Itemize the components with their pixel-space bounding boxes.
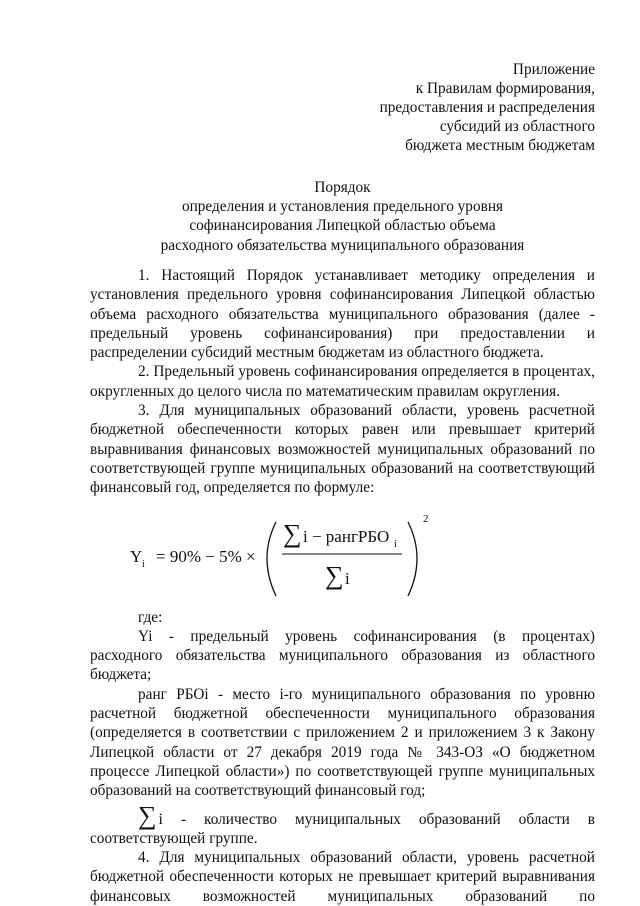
title-line: софинансирования Липецкой областью объема — [189, 217, 496, 235]
formula-block — [90, 498, 595, 608]
formula-svg — [130, 500, 450, 608]
formula-lhs: Y — [130, 546, 143, 566]
paragraph-1: 1. Настоящий Порядок устанавливает методику определения и установления предельного уровня софинансирования Липецкой областью объема расходного обязательства муниципального образования (далее - предельный уровень софинансирования) при предоставлении и распределении субсидий местным бюджетам из областного бюджета. — [90, 267, 595, 362]
appendix-line: предоставления и распределения — [379, 99, 595, 116]
denominator-text: i — [345, 568, 350, 588]
title-line: Порядок — [314, 179, 371, 196]
sum-index: i — [158, 810, 163, 828]
where-label: где: — [138, 608, 163, 626]
appendix-line: к Правилам формирования, — [415, 80, 595, 97]
paragraph-2: 2. Предельный уровень софинансирования определяется в процентах, округленных до целого числа по математическим правилам округления. — [90, 363, 595, 400]
paragraph-4: 4. Для муниципальных образований области, уровень расчетной бюджетной обеспеченности которых не превышает критерий выравнивания финансовых возможностей муниципальных образований по — [90, 849, 595, 905]
title-line: определения и установления предельного уровня — [181, 198, 504, 216]
appendix-header — [275, 60, 595, 155]
appendix-line: бюджета местным бюджетам — [405, 137, 595, 154]
title-line: расходного обязательства муниципального образования — [160, 236, 525, 254]
appendix-line: субсидий из областного — [439, 118, 595, 135]
definition-rank: ранг РБОi - место i-го муниципального образования по уровню расчетной бюджетной обеспеченности муниципального образования (определяется в соответствии с приложением 2 и приложением 3 к Закону Липецкой области от 27 декабря 2019 года № 343-ОЗ «О бюджетном процессе Липецкой области») по соответствующей группе муниципальных образований на соответствующий финансовый год; — [90, 685, 595, 800]
document-body — [90, 266, 595, 906]
numerator-text: i − рангРБО — [303, 526, 390, 546]
sum-symbol: ∑ — [138, 800, 157, 830]
document-title — [90, 178, 595, 255]
right-paren — [408, 522, 417, 596]
numerator-sum: ∑ — [283, 518, 302, 548]
denominator-sum: ∑ — [325, 560, 344, 590]
definition-yi: Yi - предельный уровень софинансирования (в процентах) расходного обязательства муниципального образования из областного бюджета; — [90, 627, 595, 684]
paragraph-3: 3. Для муниципальных образований области, уровень расчетной бюджетной обеспеченности которых равен или превышает критерий выравнивания финансовых возможностей муниципальных образований по соответствующей группе муниципальных образований на соответствующий финансовый год, определяется по формуле: — [90, 402, 595, 497]
sum-definition-tail: соответствующей группе. — [90, 829, 258, 847]
left-paren — [267, 522, 276, 596]
formula-equation: = 90% − 5% × — [156, 546, 256, 566]
appendix-line: Приложение — [512, 61, 595, 78]
sum-definition-text: - количество муниципальных образований области в — [181, 810, 595, 828]
formula-power: 2 — [423, 512, 429, 525]
numerator-sub: i — [394, 538, 397, 550]
formula-lhs-sub: i — [142, 558, 145, 570]
definition-sum — [90, 800, 595, 830]
